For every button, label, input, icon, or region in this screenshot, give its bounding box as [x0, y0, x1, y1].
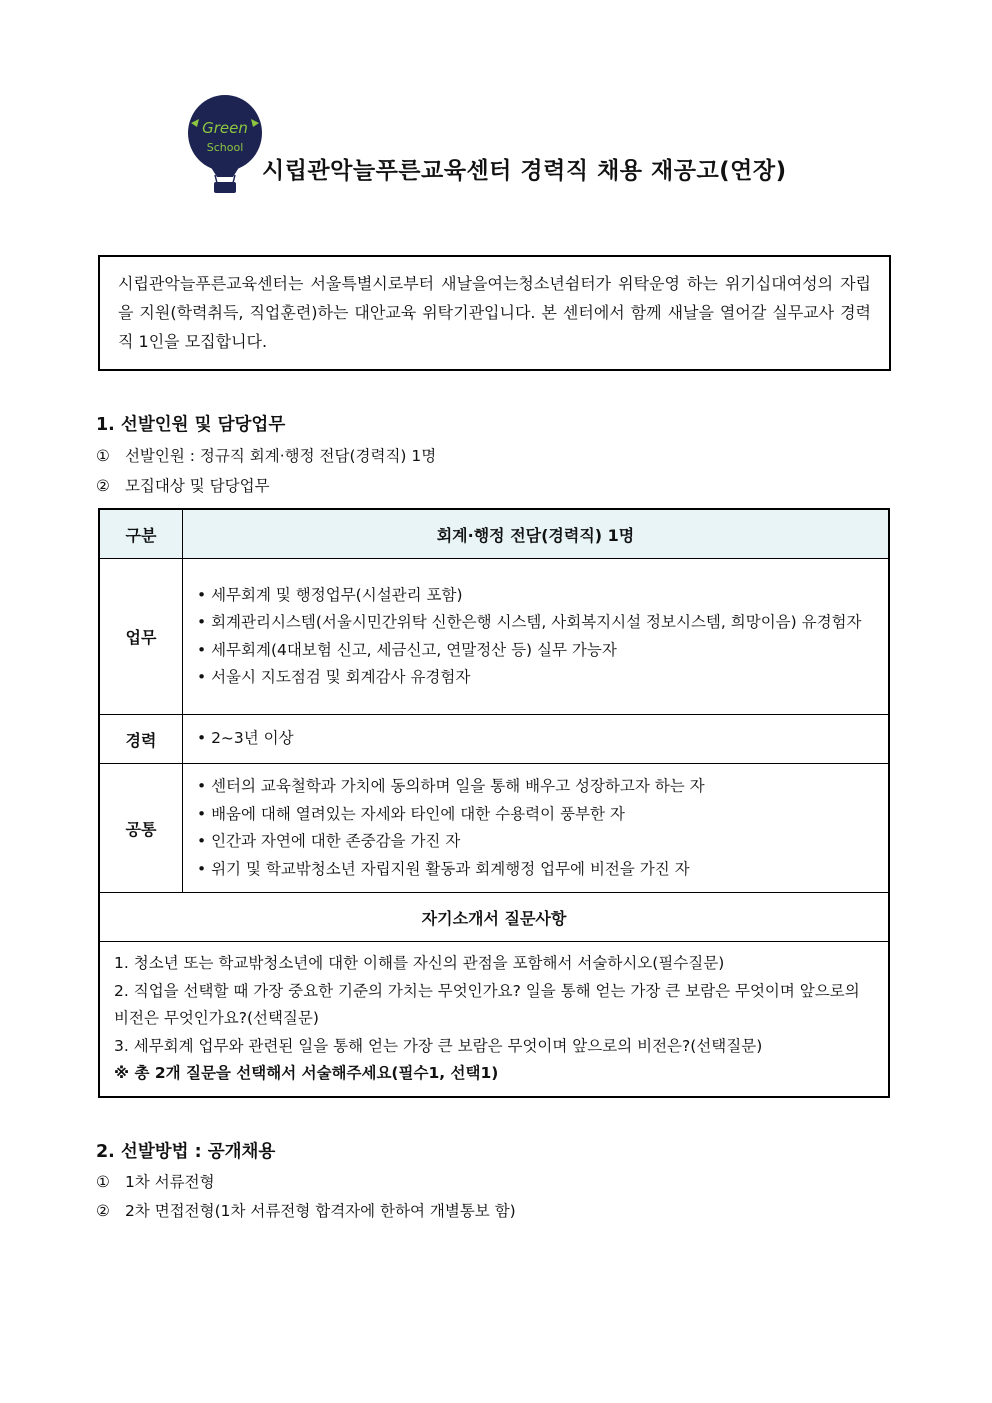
list-item: • 센터의 교육철학과 가치에 동의하며 일을 통해 배우고 성장하고자 하는 자 — [197, 777, 705, 795]
section1-item-2 — [96, 474, 270, 496]
row-label: 경력 — [99, 715, 183, 764]
item-number: ② — [96, 477, 110, 495]
question-item: 2. 직업을 선택할 때 가장 중요한 기준의 가치는 무엇인가요? 일을 통해 얻는 가장 큰 보람은 무엇이며 앞으로의 비전은 무엇인가요?(선택질문) — [114, 981, 860, 1027]
questions-body — [99, 942, 889, 1097]
header-category: 구분 — [99, 509, 183, 559]
table-header-row — [99, 509, 889, 559]
table-row-questions — [99, 942, 889, 1097]
section2-item-1 — [96, 1170, 215, 1192]
section2-heading: 2. 선발방법 : 공개채용 — [96, 1142, 276, 1162]
question-item: 1. 청소년 또는 학교밖청소년에 대한 이해를 자신의 관점을 포함해서 서술하시오(필수질문) — [114, 954, 725, 972]
row-body — [183, 764, 890, 893]
page-title: 시립관악늘푸른교육센터 경력직 채용 재공고(연장) — [262, 158, 787, 184]
list-item: • 위기 및 학교밖청소년 자립지원 활동과 회계행정 업무에 비전을 가진 자 — [197, 859, 690, 878]
row-body — [183, 715, 890, 764]
row-label: 업무 — [99, 559, 183, 715]
item-text: 선발인원 : 정규직 회계·행정 전담(경력직) 1명 — [124, 447, 437, 465]
list-item: • 서울시 지도점검 및 회계감사 유경험자 — [197, 668, 471, 686]
row-label: 공통 — [99, 764, 183, 893]
list-item: • 세무회계 및 행정업무(시설관리 포함) — [197, 585, 463, 604]
item-text: 2차 면접전형(1차 서류전형 합격자에 한하여 개별통보 함) — [124, 1202, 516, 1220]
item-number: ② — [96, 1202, 110, 1220]
item-text: 1차 서류전형 — [124, 1173, 215, 1191]
table-row-questions-heading — [99, 893, 889, 942]
list-item: • 배움에 대해 열려있는 자세와 타인에 대한 수용력이 풍부한 자 — [197, 804, 625, 823]
item-text: 모집대상 및 담당업무 — [124, 477, 270, 495]
table-row-experience — [99, 715, 889, 764]
section1-heading: 1. 선발인원 및 담당업무 — [96, 415, 286, 435]
questions-note: ※ 총 2개 질문을 선택해서 서술해주세요(필수1, 선택1) — [114, 1064, 499, 1082]
item-number: ① — [96, 447, 110, 465]
section2-item-2 — [96, 1199, 516, 1221]
table-row-duties — [99, 559, 889, 715]
green-school-logo — [185, 95, 265, 195]
recruitment-table — [98, 508, 890, 1098]
question-item: 3. 세무회계 업무와 관련된 일을 통해 얻는 가장 큰 보람은 무엇이며 앞으로의 비전은?(선택질문) — [114, 1036, 763, 1055]
intro-box: 시립관악늘푸른교육센터는 서울특별시로부터 새날을여는청소년쉼터가 위탁운영 하는 위기십대여성의 자립을 지원(학력취득, 직업훈련)하는 대안교육 위탁기관입니다. 본 센터에서 함께 새날을 열어갈 실무교사 경력직 1인을 모집합니다. — [98, 255, 891, 371]
logo-text-green: Green — [202, 119, 248, 137]
list-item: • 2~3년 이상 — [197, 729, 294, 748]
list-item: • 회계관리시스템(서울시민간위탁 신한은행 시스템, 사회복지시설 정보시스템, 희망이음) 유경험자 — [197, 613, 862, 631]
item-number: ① — [96, 1173, 110, 1191]
logo-text-school: School — [206, 141, 244, 154]
list-item: • 세무회계(4대보험 신고, 세금신고, 연말정산 등) 실무 가능자 — [197, 640, 617, 659]
row-body — [183, 559, 890, 715]
header-position: 회계·행정 전담(경력직) 1명 — [183, 509, 890, 559]
section1-item-1 — [96, 444, 436, 466]
questions-heading: 자기소개서 질문사항 — [99, 893, 889, 942]
list-item: • 인간과 자연에 대한 존중감을 가진 자 — [197, 832, 461, 850]
table-row-common — [99, 764, 889, 893]
